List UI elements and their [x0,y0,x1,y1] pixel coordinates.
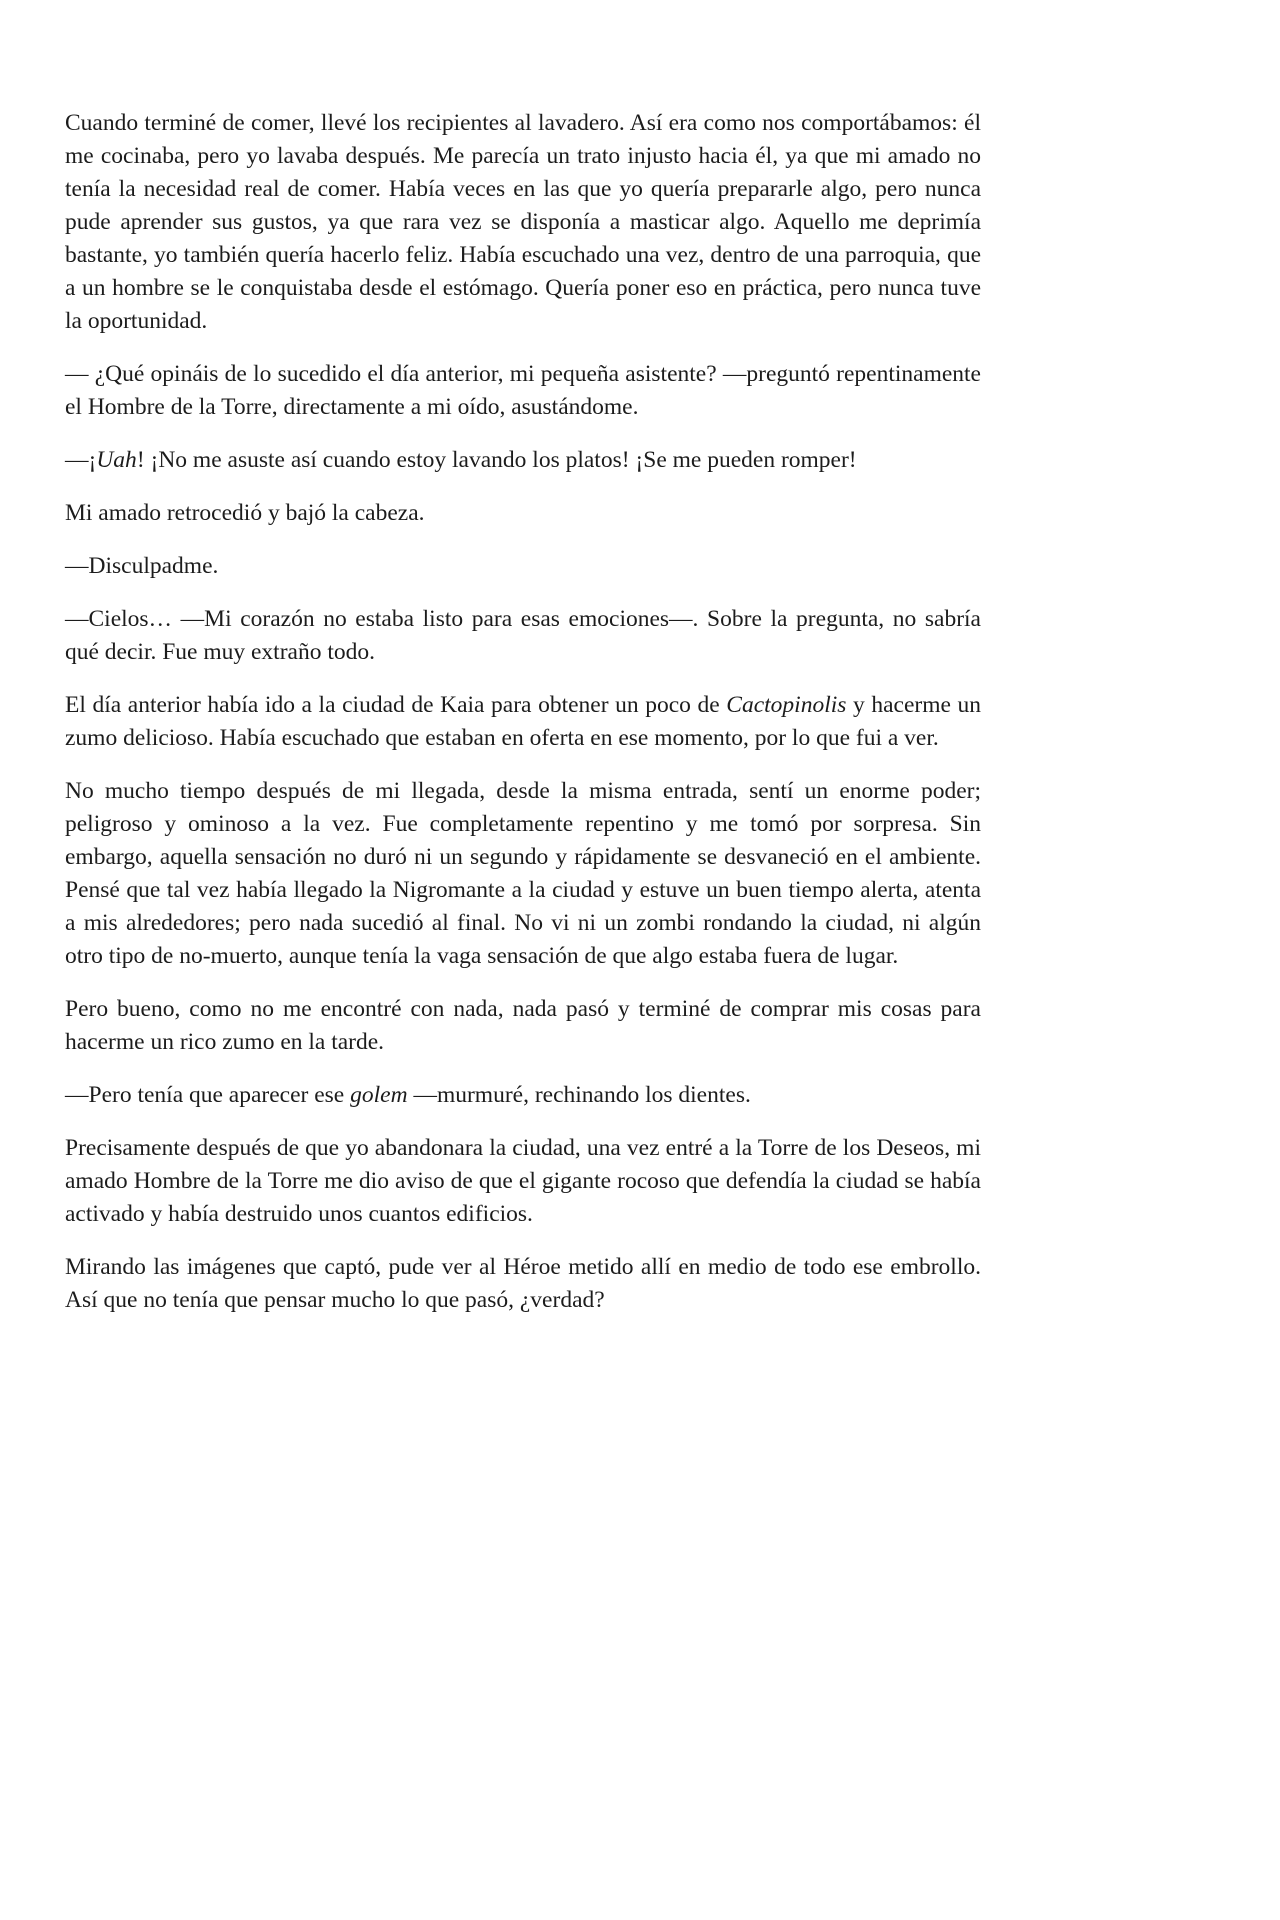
paragraph-text: y hacerme un zumo delicioso. Había escuchado que estaban en oferta en ese momento, por lo que fui a ver. [65,692,982,751]
paragraph-text: Cuando terminé de comer, llevé los recipientes al lavadero. Así era como nos comportábamos: él me cocinaba, pero yo lavaba después. Me parecía un trato injusto hacia él, ya que mi amado no tenía la necesidad real de comer. Había veces en las que yo quería prepararle algo, pero nunca pude aprender sus gustos, ya que rara vez se disponía a masticar algo. Aquello me deprimía bastante, yo también quería hacerlo feliz. Había escuchado una vez, dentro de una parroquia, que a un hombre se le conquistaba desde el estómago. Quería poner eso en práctica, pero nunca tuve la oportunidad. [65,110,981,334]
paragraph [65,497,981,530]
paragraph [65,107,981,338]
paragraph-text: Mirando las imágenes que captó, pude ver al Héroe metido allí en medio de todo ese embrollo. Así que no tenía que pensar mucho lo que pasó, ¿verdad? [65,1254,981,1313]
paragraph-text: No mucho tiempo después de mi llegada, desde la misma entrada, sentí un enorme poder; peligroso y ominoso a la vez. Fue completamente repentino y me tomó por sorpresa. Sin embargo, aquella sensación no duró ni un segundo y rápidamente se desvaneció en el ambiente. Pensé que tal vez había llegado la Nigromante a la ciudad y estuve un buen tiempo alerta, atenta a mis alrededores; pero nada sucedió al final. No vi ni un zombi rondando la ciudad, ni algún otro tipo de no-muerto, aunque tenía la vaga sensación de que algo estaba fuera de lugar. [65,778,981,969]
paragraph-text: El día anterior había ido a la ciudad de Kaia para obtener un poco de [65,692,727,718]
paragraph [65,1132,981,1231]
paragraph-text: Precisamente después de que yo abandonara la ciudad, una vez entré a la Torre de los Deseos, mi amado Hombre de la Torre me dio aviso de que el gigante rocoso que defendía la ciudad se había activado y había destruido unos cuantos edificios. [65,1135,981,1227]
dialogue-paragraph [65,358,981,424]
paragraph-text: —Cielos… —Mi corazón no estaba listo para esas emociones—. Sobre la pregunta, no sabría qué decir. Fue muy extraño todo. [65,606,981,665]
italic-text: Uah [96,447,137,473]
paragraph [65,993,981,1059]
dialogue-paragraph [65,603,981,669]
paragraph-text: — ¿Qué opináis de lo sucedido el día anterior, mi pequeña asistente? —preguntó repentinamente el Hombre de la Torre, directamente a mi oído, asustándome. [65,361,981,420]
dialogue-paragraph [65,444,981,477]
paragraph [65,689,981,755]
document-page [65,107,981,1337]
paragraph-text: —murmuré, rechinando los dientes. [407,1082,751,1108]
paragraph-text: Pero bueno, como no me encontré con nada, nada pasó y terminé de comprar mis cosas para hacerme un rico zumo en la tarde. [65,996,981,1055]
paragraph-text: —Pero tenía que aparecer ese [65,1082,351,1108]
paragraph [65,775,981,973]
paragraph-text: Mi amado retrocedió y bajó la cabeza. [65,500,425,526]
paragraph-text: —Disculpadme. [65,553,219,579]
paragraph-text: ! ¡No me asuste así cuando estoy lavando los platos! ¡Se me pueden romper! [136,447,857,473]
dialogue-paragraph [65,550,981,583]
paragraph-text: —¡ [65,447,97,473]
italic-text: Cactopinolis [726,692,847,718]
paragraph [65,1251,981,1317]
italic-text: golem [350,1082,408,1108]
dialogue-paragraph [65,1079,981,1112]
